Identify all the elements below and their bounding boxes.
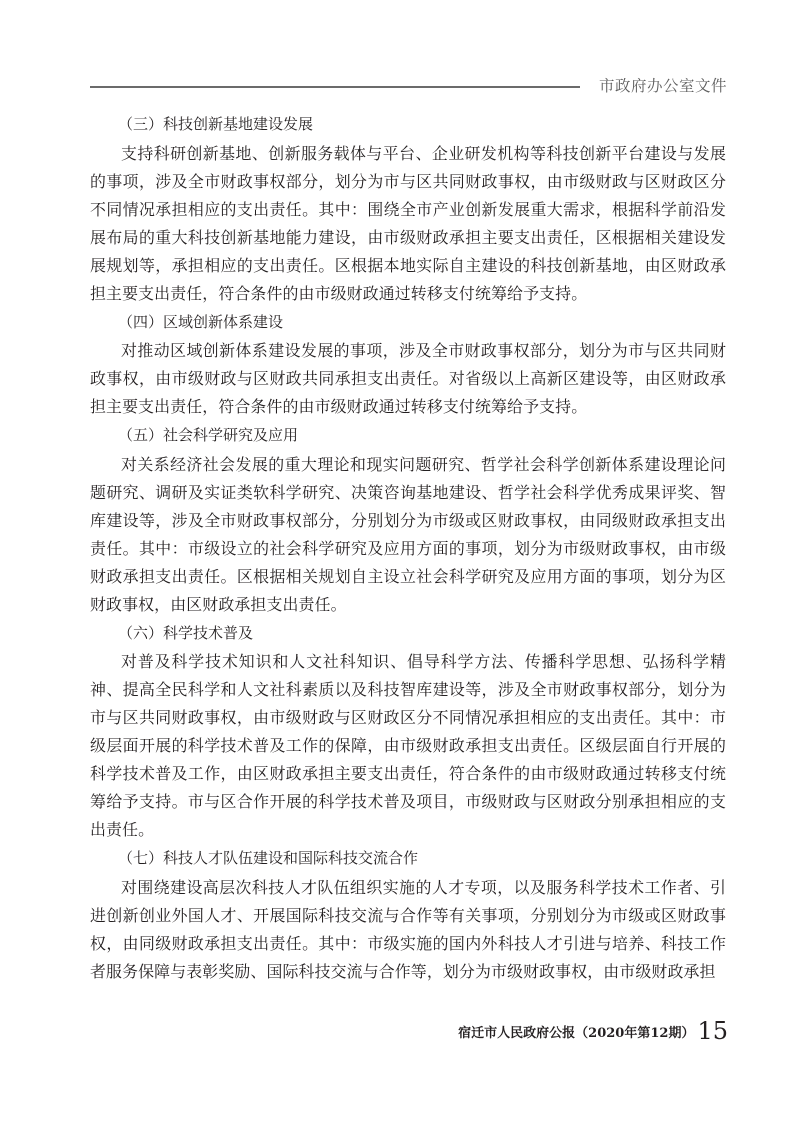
section-heading-6: （六）科学技术普及 [118, 623, 254, 642]
section-heading-5: （五）社会科学研究及应用 [118, 426, 299, 444]
section-heading-7: （七）科技人才队伍建设和国际科技交流合作 [118, 849, 419, 867]
journal-title: 宿迁市人民政府公报（2020年第12期） [458, 1026, 695, 1041]
section-paragraph-3: 支持科研创新基地、创新服务载体与平台、企业研发机构等科技创新平台建设与发展的事项，涉及全市财政事权部分，划分为市与区共同财政事权，由市级财政与区财政区分不同情况承担相应的支出责任。其中：围绕全市产业创新发展重大需求，根据科学前沿发展布局的重大科技创新基地能力建设，由市级财政承担主要支出责任，区根据相关建设发展规划等，承担相应的支出责任。区根据本地实际自主建设的科技创新基地，由区财政承担主要支出责任，符合条件的由市级财政通过转移支付统筹给予支持。 [90, 143, 726, 303]
page-footer [436, 1013, 728, 1045]
section-paragraph-4: 对推动区域创新体系建设发展的事项，涉及全市财政事权部分，划分为市与区共同财政事权，由市级财政与区财政共同承担支出责任。对省级以上高新区建设等，由区财政承担主要支出责任，符合条件的由市级财政通过转移支付统筹给予支持。 [90, 341, 726, 416]
section-heading-4: （四）区域创新体系建设 [118, 312, 284, 331]
section-paragraph-5: 对关系经济社会发展的重大理论和现实问题研究、哲学社会科学创新体系建设理论问题研究、调研及实证类软科学研究、决策咨询基地建设、哲学社会科学优秀成果评奖、智库建设等，涉及全市财政事权部分，分别划分为市级或区财政事权，由同级财政承担支出责任。其中：市级设立的社会科学研究及应用方面的事项，划分为市级财政事权，由市级财政承担支出责任。区根据相关规划自主设立社会科学研究及应用方面的事项，划分为区财政事权，由区财政承担支出责任。 [90, 454, 726, 614]
section-paragraph-6: 对普及科学技术知识和人文社科知识、倡导科学方法、传播科学思想、弘扬科学精神、提高全民科学和人文社科素质以及科技智库建设等，涉及全市财政事权部分，划分为市与区共同财政事权，由市级财政与区财政区分不同情况承担相应的支出责任。其中：市级层面开展的科学技术普及工作的保障，由市级财政承担支出责任。区级层面自行开展的科学技术普及工作，由区财政承担主要支出责任，符合条件的由市级财政通过转移支付统筹给予支持。市与区合作开展的科学技术普及项目，市级财政与区财政分别承担相应的支出责任。 [90, 652, 726, 839]
body-text [90, 110, 726, 986]
header-label: 市政府办公室文件 [598, 77, 727, 95]
header-rule [90, 86, 580, 88]
section-paragraph-7: 对围绕建设高层次科技人才队伍组织实施的人才专项，以及服务科学技术工作者、引进创新创业外国人才、开展国际科技交流与合作等有关事项，分别划分为市级或区财政事权，由同级财政承担支出责任。其中：市级实施的国内外科技人才引进与培养、科技工作者服务保障与表彰奖励、国际科技交流与合作等，划分为市级财政事权，由市级财政承担 [90, 877, 726, 981]
section-heading-3: （三）科技创新基地建设发展 [118, 115, 314, 133]
page-number: 15 [697, 1017, 728, 1045]
